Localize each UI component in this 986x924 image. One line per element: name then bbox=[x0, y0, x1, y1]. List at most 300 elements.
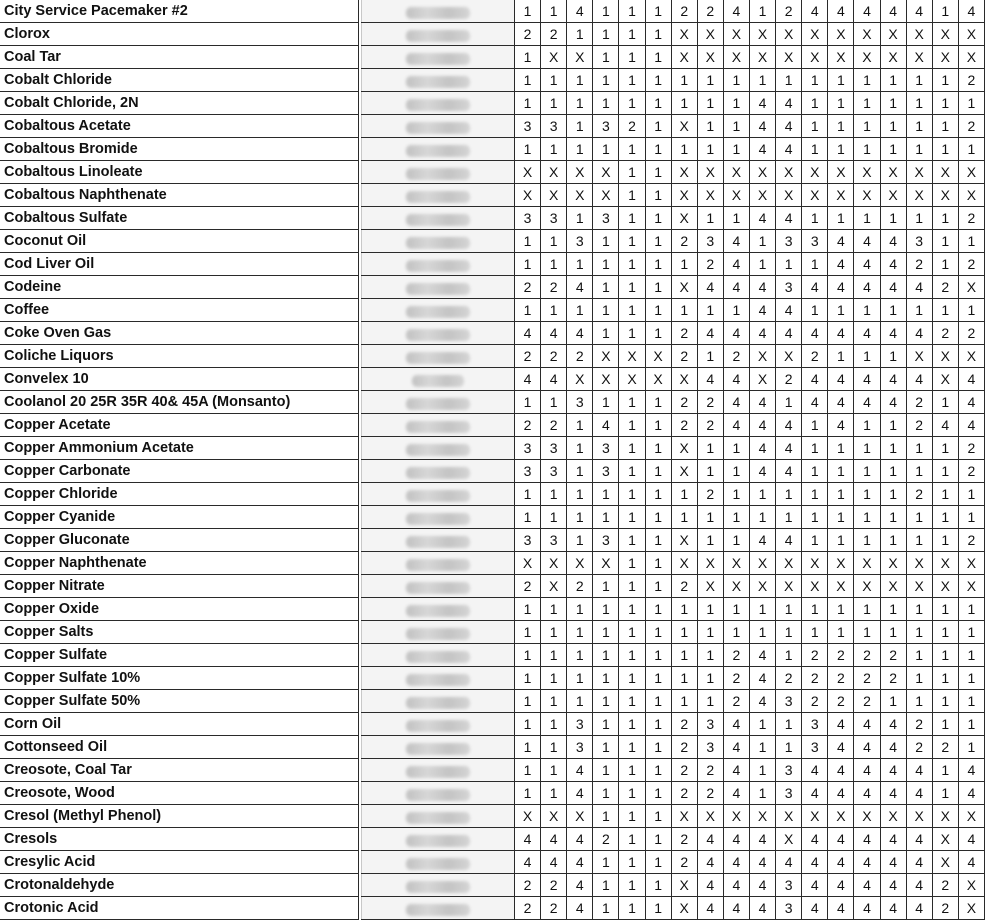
rating-cell: 4 bbox=[776, 138, 802, 161]
chemical-name: Copper Sulfate 50% bbox=[0, 690, 359, 713]
rating-cell: 1 bbox=[880, 69, 906, 92]
rating-cell: 4 bbox=[802, 368, 828, 391]
rating-cell: X bbox=[854, 161, 880, 184]
blurred-text bbox=[406, 306, 470, 318]
rating-cell: X bbox=[854, 23, 880, 46]
rating-cell: 1 bbox=[697, 460, 723, 483]
rating-cell: 1 bbox=[828, 138, 854, 161]
rating-cell: 4 bbox=[515, 322, 541, 345]
rating-cell: X bbox=[932, 575, 958, 598]
rating-cell: 4 bbox=[906, 759, 932, 782]
rating-cell: 1 bbox=[645, 115, 671, 138]
rating-cell: 1 bbox=[593, 483, 619, 506]
rating-cell: 3 bbox=[567, 736, 593, 759]
rating-cell: 1 bbox=[593, 322, 619, 345]
rating-cell: 1 bbox=[958, 598, 984, 621]
rating-cell: 4 bbox=[802, 391, 828, 414]
rating-cell: 4 bbox=[854, 828, 880, 851]
rating-cell: 1 bbox=[619, 460, 645, 483]
table-row bbox=[0, 253, 985, 276]
rating-cell: 1 bbox=[619, 69, 645, 92]
rating-cell: 2 bbox=[541, 414, 567, 437]
rating-cell: 1 bbox=[593, 736, 619, 759]
rating-cell: 1 bbox=[828, 115, 854, 138]
rating-cell: 1 bbox=[854, 138, 880, 161]
rating-cell: 1 bbox=[593, 299, 619, 322]
rating-cell: 1 bbox=[932, 391, 958, 414]
rating-cell: 1 bbox=[619, 713, 645, 736]
rating-cell: X bbox=[854, 805, 880, 828]
rating-cell: 2 bbox=[932, 897, 958, 920]
rating-cell: 2 bbox=[880, 644, 906, 667]
redacted-cas-number bbox=[362, 161, 515, 184]
blurred-text bbox=[406, 7, 470, 19]
rating-cell: 2 bbox=[593, 828, 619, 851]
rating-cell: 1 bbox=[697, 115, 723, 138]
rating-cell: 1 bbox=[802, 414, 828, 437]
rating-cell: 1 bbox=[697, 138, 723, 161]
rating-cell: 1 bbox=[828, 299, 854, 322]
rating-cell: 4 bbox=[723, 713, 749, 736]
rating-cell: 3 bbox=[802, 230, 828, 253]
rating-cell: 1 bbox=[619, 828, 645, 851]
rating-cell: 1 bbox=[619, 161, 645, 184]
rating-cell: X bbox=[932, 828, 958, 851]
table-row bbox=[0, 161, 985, 184]
rating-cell: 1 bbox=[723, 621, 749, 644]
rating-cell: X bbox=[854, 552, 880, 575]
rating-cell: 4 bbox=[828, 230, 854, 253]
rating-cell: 1 bbox=[515, 483, 541, 506]
rating-cell: 1 bbox=[619, 667, 645, 690]
rating-cell: 2 bbox=[906, 713, 932, 736]
table-row bbox=[0, 874, 985, 897]
rating-cell: 1 bbox=[593, 253, 619, 276]
rating-cell: 1 bbox=[593, 92, 619, 115]
rating-cell: 1 bbox=[932, 690, 958, 713]
chemical-name: Coffee bbox=[0, 299, 359, 322]
blurred-text bbox=[406, 536, 470, 548]
rating-cell: 4 bbox=[854, 851, 880, 874]
rating-cell: 1 bbox=[619, 644, 645, 667]
rating-cell: 1 bbox=[958, 736, 984, 759]
rating-cell: 1 bbox=[619, 690, 645, 713]
rating-cell: 1 bbox=[593, 759, 619, 782]
rating-cell: 2 bbox=[671, 782, 697, 805]
rating-cell: 1 bbox=[541, 253, 567, 276]
rating-cell: 1 bbox=[828, 69, 854, 92]
redacted-cas-number bbox=[362, 483, 515, 506]
rating-cell: X bbox=[645, 368, 671, 391]
rating-cell: X bbox=[958, 805, 984, 828]
rating-cell: X bbox=[802, 552, 828, 575]
rating-cell: 1 bbox=[932, 138, 958, 161]
rating-cell: 2 bbox=[515, 414, 541, 437]
rating-cell: 1 bbox=[749, 713, 775, 736]
rating-cell: 1 bbox=[645, 529, 671, 552]
rating-cell: X bbox=[593, 552, 619, 575]
rating-cell: 2 bbox=[906, 391, 932, 414]
rating-cell: 2 bbox=[828, 667, 854, 690]
rating-cell: 4 bbox=[723, 897, 749, 920]
rating-cell: X bbox=[802, 805, 828, 828]
rating-cell: 1 bbox=[645, 460, 671, 483]
rating-cell: 1 bbox=[697, 437, 723, 460]
table-row bbox=[0, 897, 985, 920]
rating-cell: 1 bbox=[932, 598, 958, 621]
rating-cell: 1 bbox=[828, 598, 854, 621]
rating-cell: 2 bbox=[671, 414, 697, 437]
rating-cell: 1 bbox=[619, 759, 645, 782]
blurred-text bbox=[406, 881, 470, 893]
blurred-text bbox=[406, 145, 470, 157]
rating-cell: 4 bbox=[749, 322, 775, 345]
rating-cell: X bbox=[541, 575, 567, 598]
rating-cell: 1 bbox=[645, 874, 671, 897]
rating-cell: 4 bbox=[749, 414, 775, 437]
rating-cell: 4 bbox=[723, 736, 749, 759]
redacted-cas-number bbox=[362, 621, 515, 644]
rating-cell: 3 bbox=[515, 115, 541, 138]
rating-cell: 1 bbox=[854, 506, 880, 529]
rating-cell: 4 bbox=[567, 851, 593, 874]
blurred-text bbox=[412, 375, 464, 387]
rating-cell: 1 bbox=[932, 299, 958, 322]
rating-cell: 4 bbox=[854, 897, 880, 920]
rating-cell: 4 bbox=[828, 782, 854, 805]
rating-cell: 2 bbox=[958, 115, 984, 138]
rating-cell: 1 bbox=[854, 483, 880, 506]
rating-cell: 2 bbox=[828, 690, 854, 713]
rating-cell: 1 bbox=[593, 506, 619, 529]
rating-cell: 1 bbox=[619, 598, 645, 621]
rating-cell: 4 bbox=[854, 782, 880, 805]
rating-cell: 1 bbox=[906, 529, 932, 552]
table-row bbox=[0, 506, 985, 529]
rating-cell: 1 bbox=[802, 115, 828, 138]
rating-cell: 4 bbox=[802, 322, 828, 345]
rating-cell: 1 bbox=[723, 437, 749, 460]
rating-cell: 1 bbox=[567, 690, 593, 713]
rating-cell: X bbox=[671, 184, 697, 207]
rating-cell: 1 bbox=[671, 92, 697, 115]
rating-cell: 4 bbox=[749, 207, 775, 230]
rating-cell: X bbox=[958, 874, 984, 897]
chemical-name: Creosote, Wood bbox=[0, 782, 359, 805]
rating-cell: 4 bbox=[958, 414, 984, 437]
rating-cell: 4 bbox=[723, 759, 749, 782]
rating-cell: 1 bbox=[802, 483, 828, 506]
rating-cell: 4 bbox=[567, 759, 593, 782]
rating-cell: 1 bbox=[645, 667, 671, 690]
rating-cell: 1 bbox=[541, 598, 567, 621]
rating-cell: X bbox=[723, 184, 749, 207]
rating-cell: 4 bbox=[880, 391, 906, 414]
rating-cell: 1 bbox=[671, 299, 697, 322]
rating-cell: X bbox=[854, 184, 880, 207]
rating-cell: X bbox=[802, 184, 828, 207]
rating-cell: X bbox=[671, 276, 697, 299]
rating-cell: 1 bbox=[645, 598, 671, 621]
rating-cell: 2 bbox=[671, 345, 697, 368]
rating-cell: 1 bbox=[541, 483, 567, 506]
table-row bbox=[0, 736, 985, 759]
table-row bbox=[0, 667, 985, 690]
rating-cell: 2 bbox=[567, 345, 593, 368]
rating-cell: X bbox=[932, 552, 958, 575]
chemical-name: Cobalt Chloride bbox=[0, 69, 359, 92]
blurred-text bbox=[406, 214, 470, 226]
chemical-name: Cod Liver Oil bbox=[0, 253, 359, 276]
rating-cell: 3 bbox=[697, 713, 723, 736]
rating-cell: 3 bbox=[776, 230, 802, 253]
redacted-cas-number bbox=[362, 276, 515, 299]
rating-cell: 1 bbox=[723, 483, 749, 506]
rating-cell: 4 bbox=[723, 874, 749, 897]
redacted-cas-number bbox=[362, 851, 515, 874]
redacted-cas-number bbox=[362, 644, 515, 667]
rating-cell: 2 bbox=[854, 690, 880, 713]
rating-cell: 1 bbox=[567, 437, 593, 460]
rating-cell: X bbox=[802, 575, 828, 598]
rating-cell: X bbox=[671, 874, 697, 897]
rating-cell: 4 bbox=[854, 713, 880, 736]
rating-cell: 4 bbox=[776, 322, 802, 345]
rating-cell: 1 bbox=[593, 667, 619, 690]
rating-cell: 1 bbox=[958, 621, 984, 644]
rating-cell: X bbox=[906, 23, 932, 46]
rating-cell: 4 bbox=[541, 322, 567, 345]
rating-cell: 1 bbox=[645, 575, 671, 598]
rating-cell: 1 bbox=[515, 138, 541, 161]
rating-cell: 2 bbox=[697, 253, 723, 276]
blurred-text bbox=[406, 674, 470, 686]
rating-cell: 4 bbox=[567, 897, 593, 920]
rating-cell: 1 bbox=[880, 299, 906, 322]
redacted-cas-number bbox=[362, 506, 515, 529]
redacted-cas-number bbox=[362, 92, 515, 115]
table-row bbox=[0, 437, 985, 460]
rating-cell: 1 bbox=[671, 598, 697, 621]
rating-cell: 2 bbox=[697, 0, 723, 23]
rating-cell: 1 bbox=[932, 460, 958, 483]
rating-cell: 1 bbox=[828, 621, 854, 644]
rating-cell: 1 bbox=[776, 713, 802, 736]
rating-cell: 1 bbox=[906, 138, 932, 161]
rating-cell: X bbox=[697, 552, 723, 575]
rating-cell: 4 bbox=[880, 759, 906, 782]
rating-cell: 1 bbox=[958, 92, 984, 115]
rating-cell: 4 bbox=[906, 782, 932, 805]
rating-cell: X bbox=[723, 575, 749, 598]
rating-cell: 1 bbox=[515, 713, 541, 736]
rating-cell: X bbox=[906, 552, 932, 575]
blurred-text bbox=[406, 766, 470, 778]
chemical-name: Copper Cyanide bbox=[0, 506, 359, 529]
rating-cell: 1 bbox=[645, 322, 671, 345]
rating-cell: 4 bbox=[828, 414, 854, 437]
rating-cell: 1 bbox=[828, 483, 854, 506]
rating-cell: 4 bbox=[515, 828, 541, 851]
rating-cell: X bbox=[671, 161, 697, 184]
rating-cell: 3 bbox=[776, 759, 802, 782]
chemical-name: Cresols bbox=[0, 828, 359, 851]
chemical-name: Cresol (Methyl Phenol) bbox=[0, 805, 359, 828]
table-row bbox=[0, 138, 985, 161]
rating-cell: 1 bbox=[593, 713, 619, 736]
rating-cell: 1 bbox=[906, 644, 932, 667]
rating-cell: X bbox=[671, 437, 697, 460]
rating-cell: X bbox=[932, 184, 958, 207]
rating-cell: 1 bbox=[906, 621, 932, 644]
rating-cell: 4 bbox=[880, 230, 906, 253]
rating-cell: X bbox=[541, 46, 567, 69]
chemical-name: Copper Nitrate bbox=[0, 575, 359, 598]
rating-cell: 1 bbox=[906, 207, 932, 230]
rating-cell: 3 bbox=[593, 207, 619, 230]
rating-cell: 4 bbox=[749, 115, 775, 138]
rating-cell: 1 bbox=[593, 874, 619, 897]
rating-cell: 1 bbox=[645, 391, 671, 414]
rating-cell: X bbox=[906, 46, 932, 69]
blurred-text bbox=[406, 858, 470, 870]
rating-cell: 1 bbox=[880, 506, 906, 529]
rating-cell: 2 bbox=[828, 644, 854, 667]
rating-cell: 4 bbox=[802, 828, 828, 851]
rating-cell: 1 bbox=[593, 621, 619, 644]
rating-cell: 4 bbox=[828, 828, 854, 851]
rating-cell: X bbox=[776, 161, 802, 184]
redacted-cas-number bbox=[362, 759, 515, 782]
rating-cell: X bbox=[776, 184, 802, 207]
rating-cell: 4 bbox=[749, 529, 775, 552]
rating-cell: 1 bbox=[906, 299, 932, 322]
rating-cell: X bbox=[671, 46, 697, 69]
rating-cell: 1 bbox=[671, 483, 697, 506]
rating-cell: 1 bbox=[671, 253, 697, 276]
rating-cell: 3 bbox=[593, 437, 619, 460]
rating-cell: 1 bbox=[645, 161, 671, 184]
rating-cell: X bbox=[854, 575, 880, 598]
rating-cell: 1 bbox=[619, 414, 645, 437]
rating-cell: X bbox=[749, 161, 775, 184]
rating-cell: 4 bbox=[749, 299, 775, 322]
rating-cell: 4 bbox=[958, 368, 984, 391]
rating-cell: 2 bbox=[723, 690, 749, 713]
rating-cell: 1 bbox=[906, 69, 932, 92]
rating-cell: 4 bbox=[880, 828, 906, 851]
rating-cell: 1 bbox=[645, 253, 671, 276]
rating-cell: 2 bbox=[671, 759, 697, 782]
redacted-cas-number bbox=[362, 437, 515, 460]
rating-cell: 1 bbox=[593, 575, 619, 598]
rating-cell: 1 bbox=[515, 759, 541, 782]
rating-cell: 4 bbox=[906, 0, 932, 23]
rating-cell: 1 bbox=[645, 690, 671, 713]
chemical-name: Copper Sulfate 10% bbox=[0, 667, 359, 690]
rating-cell: X bbox=[749, 46, 775, 69]
table-row bbox=[0, 345, 985, 368]
redacted-cas-number bbox=[362, 230, 515, 253]
rating-cell: 1 bbox=[906, 115, 932, 138]
rating-cell: 1 bbox=[802, 598, 828, 621]
rating-cell: 1 bbox=[645, 437, 671, 460]
chemical-name: Copper Salts bbox=[0, 621, 359, 644]
rating-cell: 1 bbox=[515, 253, 541, 276]
rating-cell: 3 bbox=[776, 276, 802, 299]
rating-cell: 1 bbox=[671, 506, 697, 529]
rating-cell: 3 bbox=[776, 897, 802, 920]
rating-cell: 1 bbox=[880, 437, 906, 460]
rating-cell: 1 bbox=[645, 621, 671, 644]
rating-cell: 4 bbox=[593, 414, 619, 437]
rating-cell: X bbox=[932, 46, 958, 69]
rating-cell: 1 bbox=[515, 46, 541, 69]
rating-cell: 2 bbox=[619, 115, 645, 138]
rating-cell: 1 bbox=[515, 92, 541, 115]
rating-cell: 1 bbox=[619, 138, 645, 161]
rating-cell: 1 bbox=[515, 230, 541, 253]
rating-cell: 1 bbox=[828, 207, 854, 230]
rating-cell: 2 bbox=[697, 391, 723, 414]
rating-cell: 4 bbox=[723, 230, 749, 253]
blurred-text bbox=[406, 651, 470, 663]
redacted-cas-number bbox=[362, 598, 515, 621]
rating-cell: 2 bbox=[854, 644, 880, 667]
rating-cell: 4 bbox=[906, 828, 932, 851]
rating-cell: 4 bbox=[880, 897, 906, 920]
table-row bbox=[0, 782, 985, 805]
rating-cell: 1 bbox=[645, 92, 671, 115]
rating-cell: 4 bbox=[776, 92, 802, 115]
table-row bbox=[0, 529, 985, 552]
rating-cell: 1 bbox=[619, 736, 645, 759]
rating-cell: 1 bbox=[645, 713, 671, 736]
rating-cell: X bbox=[802, 46, 828, 69]
rating-cell: 4 bbox=[880, 368, 906, 391]
rating-cell: 1 bbox=[619, 184, 645, 207]
rating-cell: 4 bbox=[854, 276, 880, 299]
rating-cell: 1 bbox=[854, 621, 880, 644]
rating-cell: 2 bbox=[541, 23, 567, 46]
rating-cell: 4 bbox=[854, 368, 880, 391]
rating-cell: 1 bbox=[593, 46, 619, 69]
rating-cell: 2 bbox=[671, 736, 697, 759]
rating-cell: X bbox=[593, 368, 619, 391]
rating-cell: X bbox=[723, 552, 749, 575]
rating-cell: 2 bbox=[671, 828, 697, 851]
rating-cell: 2 bbox=[906, 414, 932, 437]
rating-cell: 4 bbox=[776, 207, 802, 230]
rating-cell: 2 bbox=[776, 368, 802, 391]
rating-cell: X bbox=[828, 805, 854, 828]
rating-cell: X bbox=[802, 23, 828, 46]
rating-cell: 4 bbox=[697, 851, 723, 874]
rating-cell: 1 bbox=[671, 69, 697, 92]
rating-cell: 1 bbox=[906, 437, 932, 460]
rating-cell: 1 bbox=[515, 690, 541, 713]
rating-cell: 4 bbox=[567, 322, 593, 345]
rating-cell: 1 bbox=[541, 667, 567, 690]
redacted-cas-number bbox=[362, 782, 515, 805]
rating-cell: 1 bbox=[854, 345, 880, 368]
table-row bbox=[0, 368, 985, 391]
rating-cell: 4 bbox=[958, 782, 984, 805]
rating-cell: X bbox=[776, 23, 802, 46]
rating-cell: 1 bbox=[776, 506, 802, 529]
chemical-name: Creosote, Coal Tar bbox=[0, 759, 359, 782]
blurred-text bbox=[406, 444, 470, 456]
